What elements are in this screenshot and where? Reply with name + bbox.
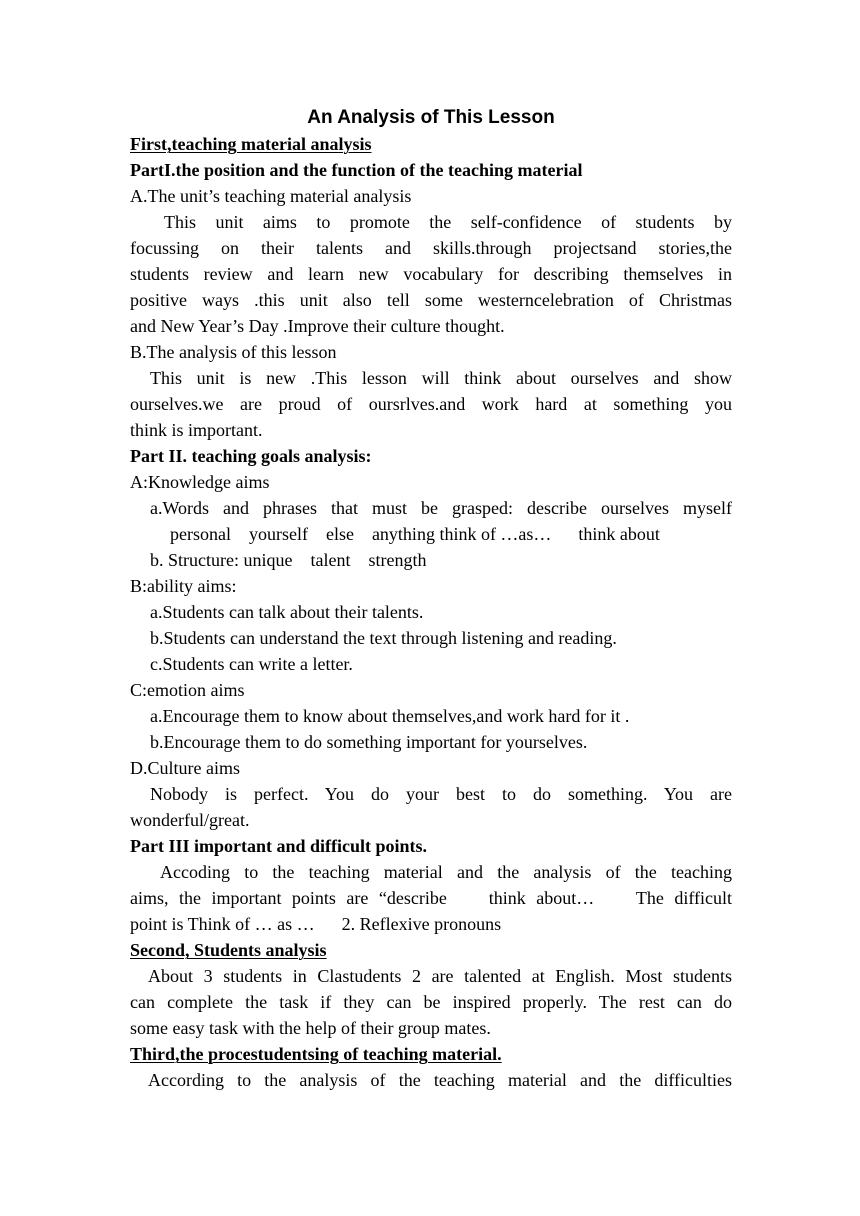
document-title: An Analysis of This Lesson [307,107,555,128]
paragraph-line: point is Think of … as … 2. Reflexive pronouns [130,914,502,934]
document-page [130,105,732,1093]
paragraph-line: positive ways .this unit also tell some westerncelebration of Christmas [130,290,732,310]
list-item: b. Structure: unique talent strength [150,550,427,570]
list-item: b.Students can understand the text through listening and reading. [150,628,617,648]
subheading-culture: D.Culture aims [130,758,240,778]
paragraph-line: This unit is new .This lesson will think about ourselves and show [150,368,732,388]
paragraph-line: About 3 students in Clastudents 2 are talented at English. Most students [148,966,732,986]
paragraph-line: think is important. [130,420,263,440]
section-heading-second: Second, Students analysis [130,940,327,960]
list-item: a.Encourage them to know about themselves,and work hard for it . [150,706,630,726]
paragraph-line: wonderful/great. [130,810,250,830]
list-item: a.Words and phrases that must be grasped: describe ourselves myself [150,498,732,518]
paragraph-line: According to the analysis of the teaching material and the difficulties [148,1070,732,1090]
paragraph-line: focussing on their talents and skills.through projectsand stories,the [130,238,732,258]
paragraph-line: can complete the task if they can be inspired properly. The rest can do [130,992,732,1012]
part-heading-2: Part II. teaching goals analysis: [130,446,372,466]
section-heading-first: First,teaching material analysis [130,134,372,154]
paragraph-line: Accoding to the teaching material and the analysis of the teaching [160,862,732,882]
list-item: a.Students can talk about their talents. [150,602,424,622]
paragraph-line: This unit aims to promote the self-confidence of students by [164,212,732,232]
paragraph-line: students review and learn new vocabulary for describing themselves in [130,264,732,284]
list-item-continuation: personal yourself else anything think of …as… think about [170,524,660,544]
part-heading-3: Part III important and difficult points. [130,836,428,856]
paragraph-line: some easy task with the help of their group mates. [130,1018,491,1038]
subheading-b: B.The analysis of this lesson [130,342,337,362]
subheading-a: A.The unit’s teaching material analysis [130,186,412,206]
list-item: c.Students can write a letter. [150,654,353,674]
paragraph-line: and New Year’s Day .Improve their culture thought. [130,316,505,336]
part-heading-1: PartI.the position and the function of the teaching material [130,160,583,180]
paragraph-line: aims, the important points are “describe think about… The difficult [130,888,732,908]
list-item: b.Encourage them to do something important for yourselves. [150,732,588,752]
subheading-ability: B:ability aims: [130,576,237,596]
section-heading-third: Third,the procestudentsing of teaching material. [130,1044,502,1064]
subheading-emotion: C:emotion aims [130,680,245,700]
paragraph-line: Nobody is perfect. You do your best to do something. You are [150,784,732,804]
subheading-knowledge: A:Knowledge aims [130,472,270,492]
paragraph-line: ourselves.we are proud of oursrlves.and work hard at something you [130,394,732,414]
